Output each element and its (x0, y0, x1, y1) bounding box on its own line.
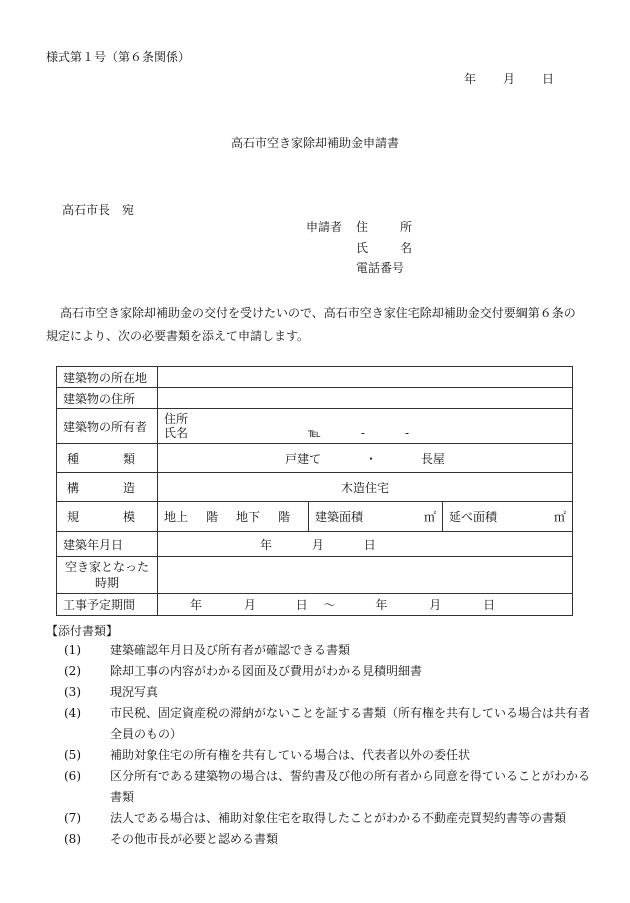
work-period-label: 工事予定期間 (57, 594, 158, 616)
application-table (56, 366, 573, 616)
list-item: (1) 建築確認年月日及び所有者が確認できる書類 (64, 643, 351, 657)
table-row (57, 473, 573, 502)
table-row (57, 557, 573, 594)
type-label: 種 類 (57, 444, 158, 473)
table-row (57, 594, 573, 616)
month-label: 月 (243, 598, 256, 612)
tel-sep-2: - (404, 426, 410, 440)
total-area-label: 延べ面積 (449, 510, 498, 524)
applicant-phone-label: 電話番号 (356, 261, 405, 275)
date-month: 月 (502, 72, 515, 86)
floors-field[interactable] (158, 502, 308, 531)
type-field[interactable] (158, 444, 573, 473)
owner-label: 建築物の所有者 (57, 409, 158, 444)
type-row-house: 長屋 (420, 451, 445, 466)
tel-symbol: ℡ (308, 426, 321, 440)
month-label: 月 (311, 537, 324, 552)
body-text: 高石市空き家除却補助金の交付を受けたいので、高石市空き家住宅除却補助金交付要綱第６条の規定により、次の必要書類を添えて申請します。 (46, 306, 576, 343)
owner-name-label: 氏名 (164, 426, 189, 440)
year-label: 年 (260, 537, 273, 552)
built-date-label: 建築年月日 (57, 532, 158, 557)
floor-label: 階 (278, 510, 291, 524)
attachments-heading: 【添付書類】 (46, 624, 119, 638)
month-label: 月 (429, 598, 442, 612)
tilde: ～ (323, 598, 336, 612)
day-label: 日 (363, 537, 376, 552)
applicant-label: 申請者 (306, 220, 343, 234)
list-item: (6) 区分所有である建築物の場合は、誓約書及び他の所有者から同意を得ていることがわかる書類 (64, 769, 591, 804)
date-day: 日 (541, 72, 554, 86)
table-row (57, 409, 573, 444)
total-area-field[interactable] (442, 502, 572, 531)
vacant-since-field[interactable] (158, 557, 573, 594)
built-date-field[interactable] (158, 532, 573, 557)
location-field[interactable] (158, 367, 573, 388)
table-row (57, 388, 573, 409)
list-item: (4) 市民税、固定資産税の滞納がないことを証する書類（所有権を共有している場合は共有者全員のもの） (64, 706, 591, 741)
below-ground-label: 地下 (236, 510, 261, 524)
list-item: (5) 補助対象住宅の所有権を共有している場合は、代表者以外の委任状 (64, 748, 471, 762)
address-char-1: 住 (356, 220, 369, 234)
location-label: 建築物の所在地 (57, 367, 158, 388)
type-sep: ・ (364, 451, 377, 466)
work-period-field[interactable] (158, 594, 573, 616)
document-title: 高石市空き家除却補助金申請書 (230, 136, 399, 150)
vacant-since-label: 空き家となった時期 (57, 557, 158, 594)
type-detached: 戸建て (285, 451, 322, 466)
building-area-field[interactable] (308, 502, 442, 531)
list-item: (3) 現況写真 (64, 685, 159, 699)
structure-field[interactable]: 木造住宅 (158, 473, 573, 502)
above-ground-label: 地上 (164, 510, 189, 524)
table-row (57, 502, 573, 532)
building-area-label: 建築面積 (315, 510, 364, 524)
name-char-2: 名 (399, 240, 412, 255)
list-item: (2) 除却工事の内容がわかる図面及び費用がわかる見積明細書 (64, 664, 423, 678)
owner-name-line (164, 426, 566, 440)
form-number: 様式第１号（第６条関係） (46, 50, 191, 64)
date-year: 年 (464, 72, 477, 86)
list-item: (8) その他市長が必要と認める書類 (64, 832, 279, 846)
address-char-2: 所 (399, 220, 412, 234)
owner-field[interactable] (158, 409, 573, 444)
owner-address-label: 住所 (164, 412, 189, 426)
attachments-list (46, 640, 591, 850)
name-char-1: 氏 (356, 240, 369, 255)
sqm-unit: ㎡ (553, 510, 566, 524)
table-row (57, 444, 573, 473)
addressee: 高石市長 宛 (62, 203, 135, 217)
structure-label: 構 造 (57, 473, 158, 502)
scale-field (158, 502, 573, 532)
table-row (57, 532, 573, 557)
address-field[interactable] (158, 388, 573, 409)
year-label: 年 (375, 598, 388, 612)
list-item: (7) 法人である場合は、補助対象住宅を取得したことがわかる不動産売買契約書等の書類 (64, 811, 567, 825)
applicant-address-label (356, 219, 412, 240)
day-label: 日 (483, 598, 496, 612)
date-line (464, 70, 554, 87)
table-row (57, 367, 573, 388)
applicant-name-label (356, 240, 412, 261)
address-label: 建築物の住所 (57, 388, 158, 409)
scale-label: 規 模 (57, 502, 158, 532)
applicant-block (306, 219, 412, 281)
tel-sep-1: - (360, 426, 365, 440)
sqm-unit: ㎡ (423, 510, 436, 524)
year-label: 年 (190, 598, 203, 612)
floor-label: 階 (206, 510, 219, 524)
day-label: 日 (295, 598, 308, 612)
